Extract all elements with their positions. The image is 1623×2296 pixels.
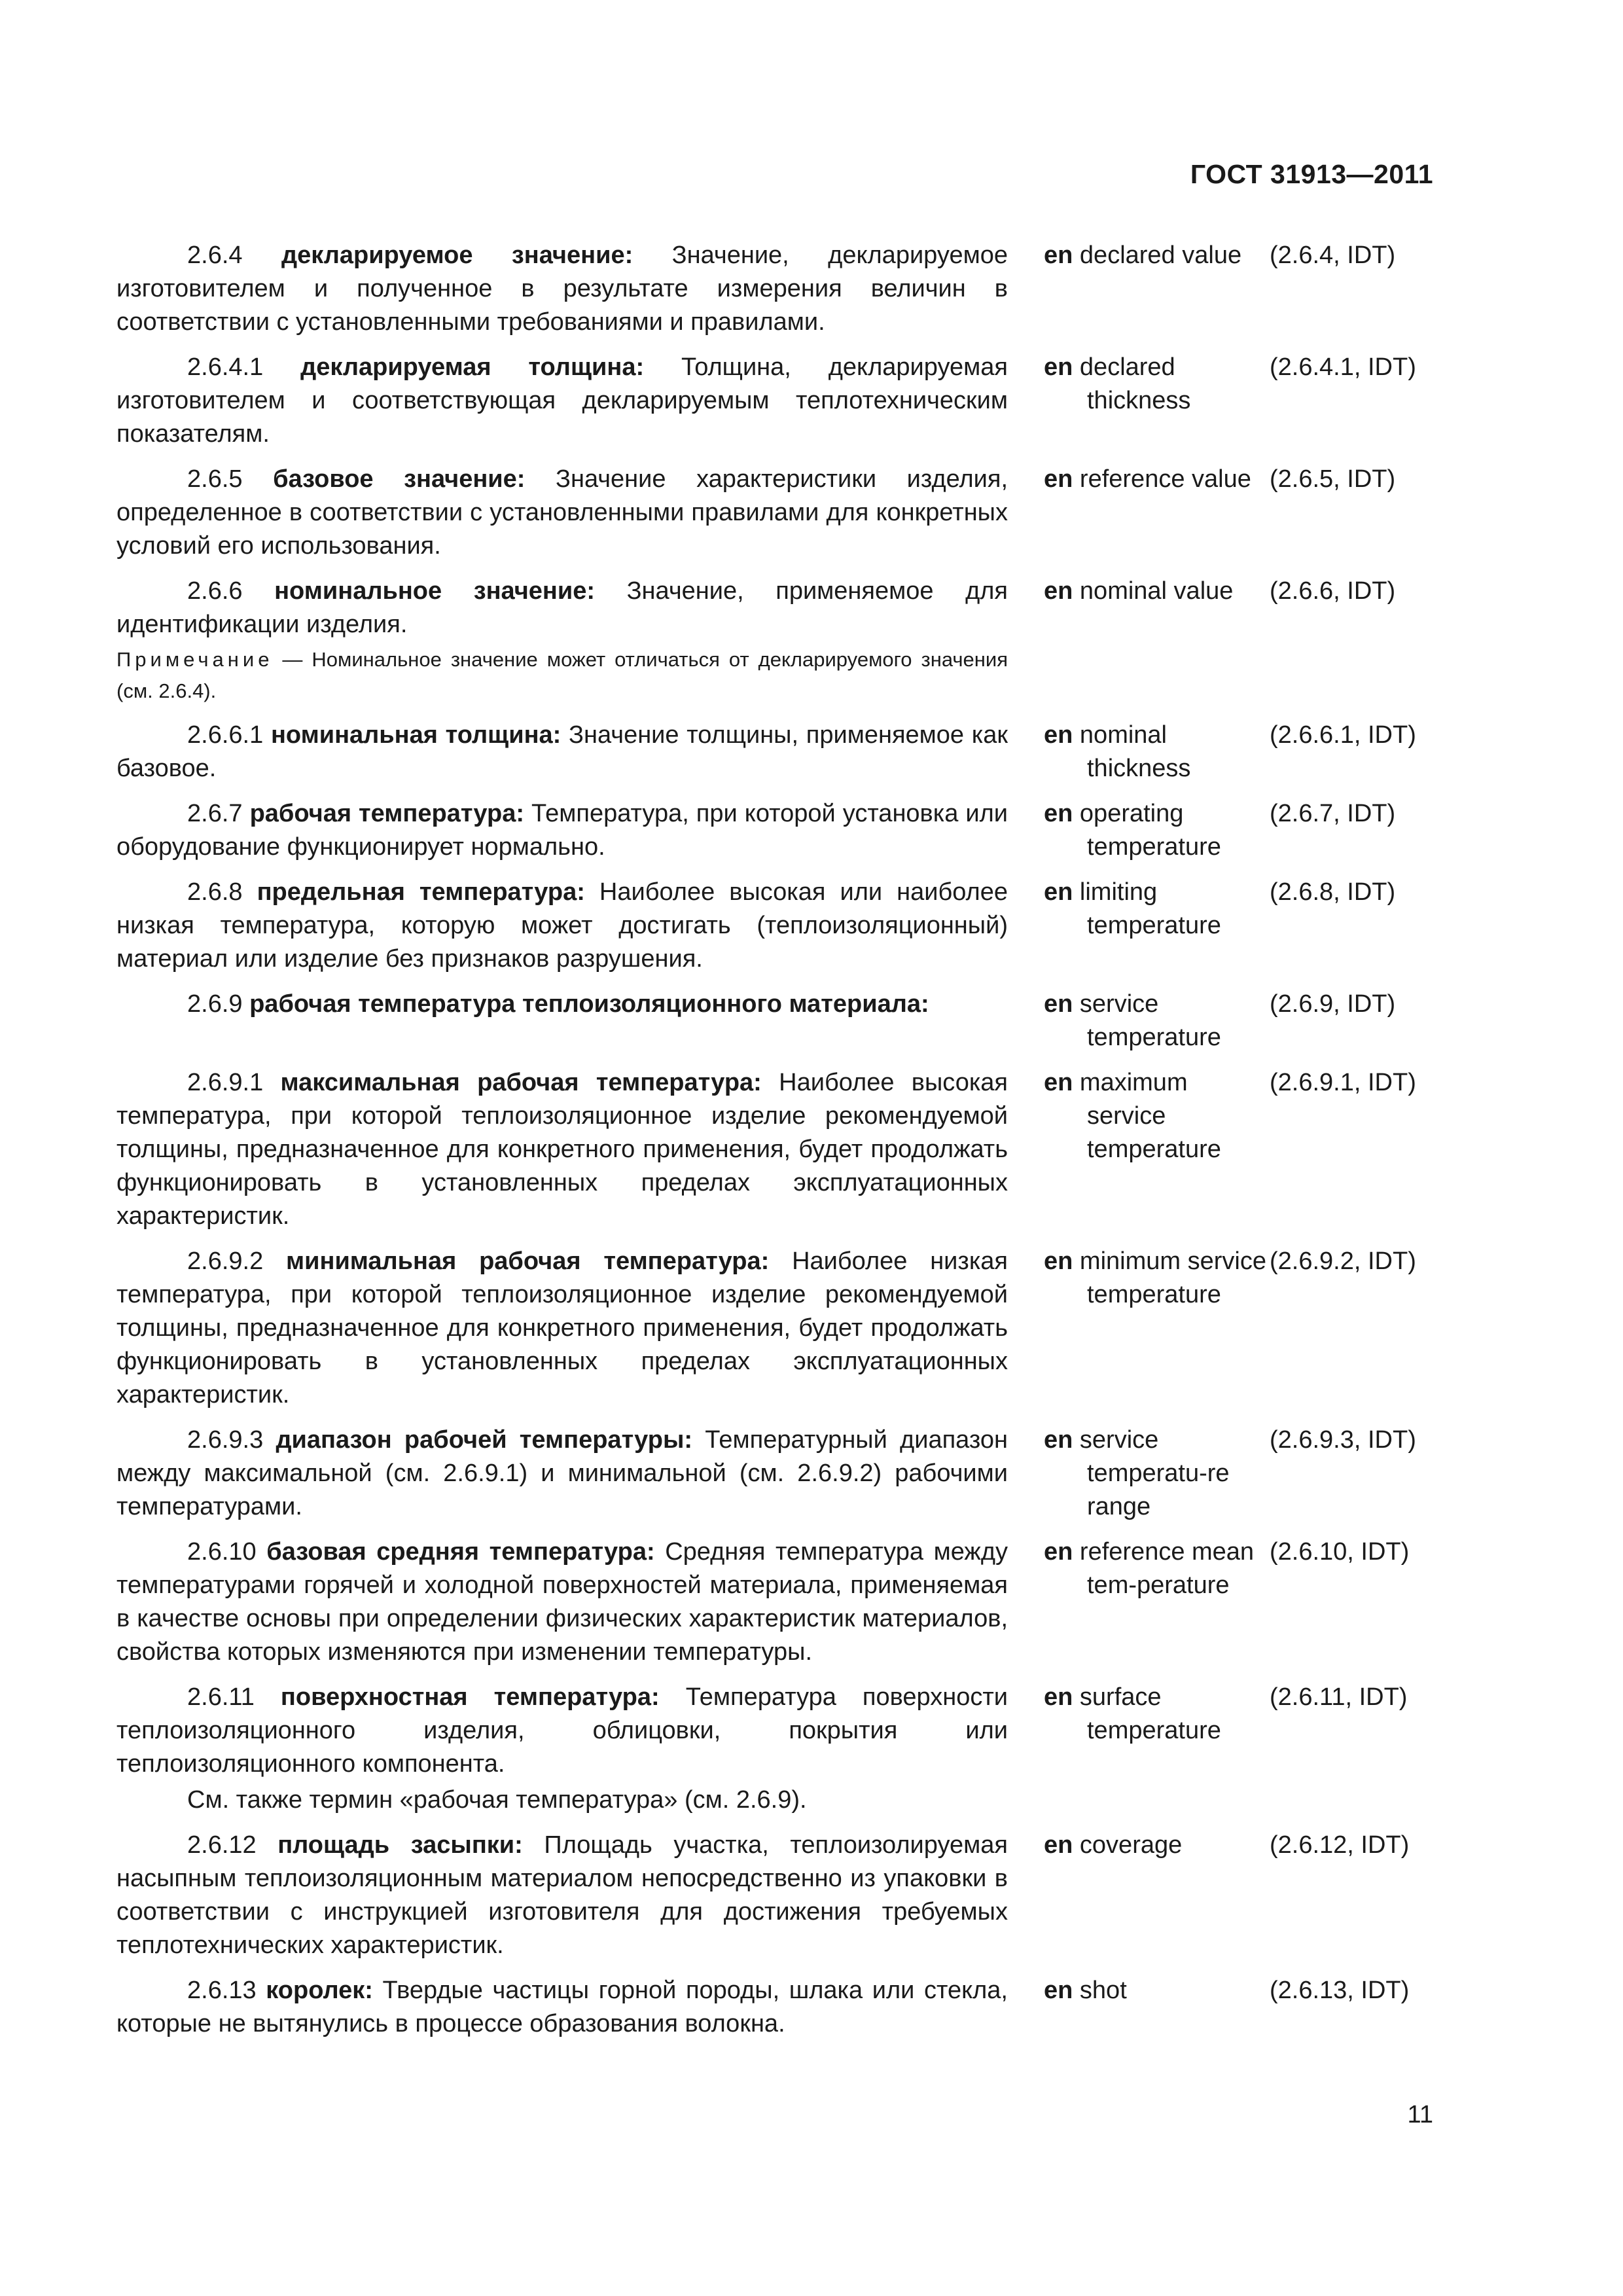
english-equivalent bbox=[1044, 1974, 1270, 2007]
source-reference: (2.6.10, IDT) bbox=[1270, 1538, 1410, 1566]
term-definition bbox=[116, 719, 1008, 785]
term-entry bbox=[116, 876, 1452, 976]
english-equivalent bbox=[1044, 1829, 1270, 1862]
term-number: 2.6.9.3 bbox=[187, 1426, 264, 1454]
language-code: en bbox=[1044, 1831, 1073, 1859]
language-code: en bbox=[1044, 577, 1073, 605]
term-name: диапазон рабочей температуры: bbox=[276, 1426, 693, 1454]
english-equivalent bbox=[1044, 1681, 1270, 1748]
source-reference: (2.6.9, IDT) bbox=[1270, 990, 1396, 1018]
term-definition bbox=[116, 1535, 1008, 1669]
english-term: coverage bbox=[1079, 1831, 1183, 1859]
english-term: shot bbox=[1079, 1977, 1127, 2004]
term-number: 2.6.9 bbox=[187, 990, 243, 1018]
term-name: базовая средняя температура: bbox=[266, 1538, 655, 1566]
english-term: surface temperature bbox=[1079, 1683, 1221, 1744]
term-entry bbox=[116, 1535, 1452, 1669]
term-definition bbox=[116, 351, 1008, 451]
definition-text: Наиболее низкая температура, при которой теплоизоляционное изделие рекомендуемой толщины, предназначенное для конкретного применения, будет продолжать функционировать в установленных пределах эксплуатационных характеристик. bbox=[116, 1247, 1008, 1408]
term-number: 2.6.6.1 bbox=[187, 721, 264, 749]
term-definition bbox=[116, 988, 1008, 1021]
english-equivalent bbox=[1044, 719, 1270, 785]
english-equivalent bbox=[1044, 1245, 1270, 1312]
source-reference: (2.6.9.2, IDT) bbox=[1270, 1247, 1416, 1275]
english-term: limiting temperature bbox=[1079, 878, 1221, 939]
definition-text: Температура поверхности теплоизоляционного изделия, облицовки, покрытия или теплоизоляционного компонента. bbox=[116, 1683, 1008, 1778]
definition-text: Площадь участка, теплоизолируемая насыпным теплоизоляционным материалом непосредственно из упаковки в соответствии с инструкцией изготовителя для достижения требуемых теплотехнических характеристик. bbox=[116, 1831, 1008, 1959]
term-number: 2.6.13 bbox=[187, 1977, 257, 2004]
term-number: 2.6.10 bbox=[187, 1538, 257, 1566]
term-entry bbox=[116, 463, 1452, 563]
english-term: operating temperature bbox=[1079, 800, 1221, 861]
term-name: номинальное значение: bbox=[274, 577, 596, 605]
term-entry bbox=[116, 1245, 1452, 1412]
english-equivalent bbox=[1044, 463, 1270, 496]
term-name: королек: bbox=[266, 1977, 373, 2004]
source-reference: (2.6.12, IDT) bbox=[1270, 1831, 1410, 1859]
language-code: en bbox=[1044, 242, 1073, 269]
english-equivalent bbox=[1044, 1535, 1270, 1602]
term-name: минимальная рабочая температура: bbox=[286, 1247, 770, 1275]
term-name: рабочая температура: bbox=[249, 800, 525, 827]
definition-text: Температура, при которой установка или оборудование функционирует нормально. bbox=[116, 800, 1008, 861]
definition-text: Значение, декларируемое изготовителем и полученное в результате измерения величин в соответствии с установленными требованиями и правилами. bbox=[116, 242, 1008, 336]
english-term: service temperatu-re range bbox=[1079, 1426, 1230, 1520]
source-reference: (2.6.7, IDT) bbox=[1270, 800, 1396, 827]
term-entry bbox=[116, 1424, 1452, 1524]
term-definition bbox=[116, 463, 1008, 563]
english-equivalent bbox=[1044, 797, 1270, 864]
language-code: en bbox=[1044, 721, 1073, 749]
english-equivalent bbox=[1044, 239, 1270, 272]
definition-text: Температурный диапазон между максимальной (см. 2.6.9.1) и минимальной (см. 2.6.9.2) рабочими температурами. bbox=[116, 1426, 1008, 1520]
definition-text: Средняя температура между температурами горячей и холодной поверхностей материала, применяемая в качестве основы при определении физических характеристик материалов, свойства которых изменяются при изменении температуры. bbox=[116, 1538, 1008, 1666]
term-definition bbox=[116, 239, 1008, 339]
source-reference: (2.6.6, IDT) bbox=[1270, 577, 1396, 605]
language-code: en bbox=[1044, 1538, 1073, 1566]
term-entry bbox=[116, 1066, 1452, 1233]
term-entry bbox=[116, 351, 1452, 451]
term-entry bbox=[116, 1974, 1452, 2041]
english-term: nominal thickness bbox=[1079, 721, 1191, 782]
english-equivalent bbox=[1044, 1424, 1270, 1524]
term-name: максимальная рабочая температура: bbox=[280, 1069, 762, 1096]
language-code: en bbox=[1044, 1977, 1073, 2004]
language-code: en bbox=[1044, 1247, 1073, 1275]
note-text: — Номинальное значение может отличаться от декларируемого значения (см. 2.6.4). bbox=[116, 648, 1008, 702]
note bbox=[116, 644, 1008, 707]
language-code: en bbox=[1044, 800, 1073, 827]
english-equivalent bbox=[1044, 876, 1270, 942]
term-definition bbox=[116, 1974, 1008, 2041]
language-code: en bbox=[1044, 353, 1073, 381]
note-label: Примечание bbox=[116, 648, 274, 671]
term-entry bbox=[116, 719, 1452, 785]
term-name: базовое значение: bbox=[273, 465, 526, 493]
term-number: 2.6.11 bbox=[187, 1683, 255, 1711]
source-reference: (2.6.8, IDT) bbox=[1270, 878, 1396, 906]
term-entry bbox=[116, 1829, 1452, 1962]
language-code: en bbox=[1044, 465, 1073, 493]
definition-text: Наиболее высокая температура, при которой теплоизоляционное изделие рекомендуемой толщины, предназначенное для конкретного применения, будет продолжать функционировать в установленных пределах эксплуатационных характеристик. bbox=[116, 1069, 1008, 1230]
english-term: service temperature bbox=[1079, 990, 1221, 1051]
term-definition bbox=[116, 1066, 1008, 1233]
definition-text: Толщина, декларируемая изготовителем и соответствующая декларируемым теплотехническим показателям. bbox=[116, 353, 1008, 448]
term-entry bbox=[116, 797, 1452, 864]
see-also-note: См. также термин «рабочая температура» (см. 2.6.9). bbox=[187, 1786, 807, 1814]
term-definition bbox=[116, 575, 1008, 641]
english-term: nominal value bbox=[1079, 577, 1234, 605]
terms-list bbox=[116, 239, 1452, 2053]
language-code: en bbox=[1044, 1069, 1073, 1096]
term-name: декларируемое значение: bbox=[281, 242, 633, 269]
term-number: 2.6.4 bbox=[187, 242, 243, 269]
term-definition bbox=[116, 876, 1008, 976]
term-name: номинальная толщина: bbox=[270, 721, 562, 749]
term-number: 2.6.8 bbox=[187, 878, 243, 906]
source-reference: (2.6.13, IDT) bbox=[1270, 1977, 1410, 2004]
term-entry bbox=[116, 239, 1452, 339]
term-entry bbox=[116, 575, 1452, 641]
source-reference: (2.6.4, IDT) bbox=[1270, 242, 1396, 269]
source-reference: (2.6.4.1, IDT) bbox=[1270, 353, 1416, 381]
source-reference: (2.6.6.1, IDT) bbox=[1270, 721, 1416, 749]
term-name: предельная температура: bbox=[257, 878, 585, 906]
standard-designation: ГОСТ 31913—2011 bbox=[1190, 159, 1433, 189]
term-definition bbox=[116, 1681, 1008, 1781]
source-reference: (2.6.11, IDT) bbox=[1270, 1683, 1408, 1711]
definition-text: Значение толщины, применяемое как базовое. bbox=[116, 721, 1008, 782]
language-code: en bbox=[1044, 878, 1073, 906]
term-number: 2.6.5 bbox=[187, 465, 243, 493]
term-definition bbox=[116, 797, 1008, 864]
term-number: 2.6.6 bbox=[187, 577, 243, 605]
term-definition bbox=[116, 1424, 1008, 1524]
english-term: reference value bbox=[1079, 465, 1251, 493]
source-reference: (2.6.9.1, IDT) bbox=[1270, 1069, 1416, 1096]
page-number: 11 bbox=[1407, 2101, 1433, 2128]
term-number: 2.6.4.1 bbox=[187, 353, 264, 381]
source-reference: (2.6.9.3, IDT) bbox=[1270, 1426, 1416, 1454]
term-name: поверхностная температура: bbox=[280, 1683, 660, 1711]
term-number: 2.6.7 bbox=[187, 800, 243, 827]
english-term: reference mean tem-perature bbox=[1079, 1538, 1255, 1599]
english-term: declared value bbox=[1079, 242, 1242, 269]
definition-text: Наиболее высокая или наиболее низкая температура, которую может достигать (теплоизоляционный) материал или изделие без признаков разрушения. bbox=[116, 878, 1008, 973]
term-entry bbox=[116, 988, 1452, 1054]
english-equivalent bbox=[1044, 988, 1270, 1054]
term-definition bbox=[116, 1245, 1008, 1412]
definition-text: Твердые частицы горной породы, шлака или стекла, которые не вытянулись в процессе образования волокна. bbox=[116, 1977, 1008, 2037]
language-code: en bbox=[1044, 1683, 1073, 1711]
english-equivalent bbox=[1044, 1066, 1270, 1166]
english-equivalent bbox=[1044, 351, 1270, 418]
source-reference: (2.6.5, IDT) bbox=[1270, 465, 1396, 493]
english-term: declared thickness bbox=[1079, 353, 1191, 414]
term-name: декларируемая толщина: bbox=[300, 353, 645, 381]
term-number: 2.6.12 bbox=[187, 1831, 257, 1859]
english-equivalent bbox=[1044, 575, 1270, 608]
term-definition bbox=[116, 1829, 1008, 1962]
english-term: minimum service temperature bbox=[1079, 1247, 1266, 1308]
definition-text: Значение, применяемое для идентификации изделия. bbox=[116, 577, 1008, 638]
definition-text: Значение характеристики изделия, определенное в соответствии с установленными правилами для конкретных условий его использования. bbox=[116, 465, 1008, 560]
language-code: en bbox=[1044, 990, 1073, 1018]
term-entry bbox=[116, 1681, 1452, 1781]
english-term: maximum service temperature bbox=[1079, 1069, 1221, 1163]
term-number: 2.6.9.1 bbox=[187, 1069, 264, 1096]
term-name: площадь засыпки: bbox=[277, 1831, 523, 1859]
term-number: 2.6.9.2 bbox=[187, 1247, 264, 1275]
term-name: рабочая температура теплоизоляционного материала: bbox=[249, 990, 929, 1018]
language-code: en bbox=[1044, 1426, 1073, 1454]
